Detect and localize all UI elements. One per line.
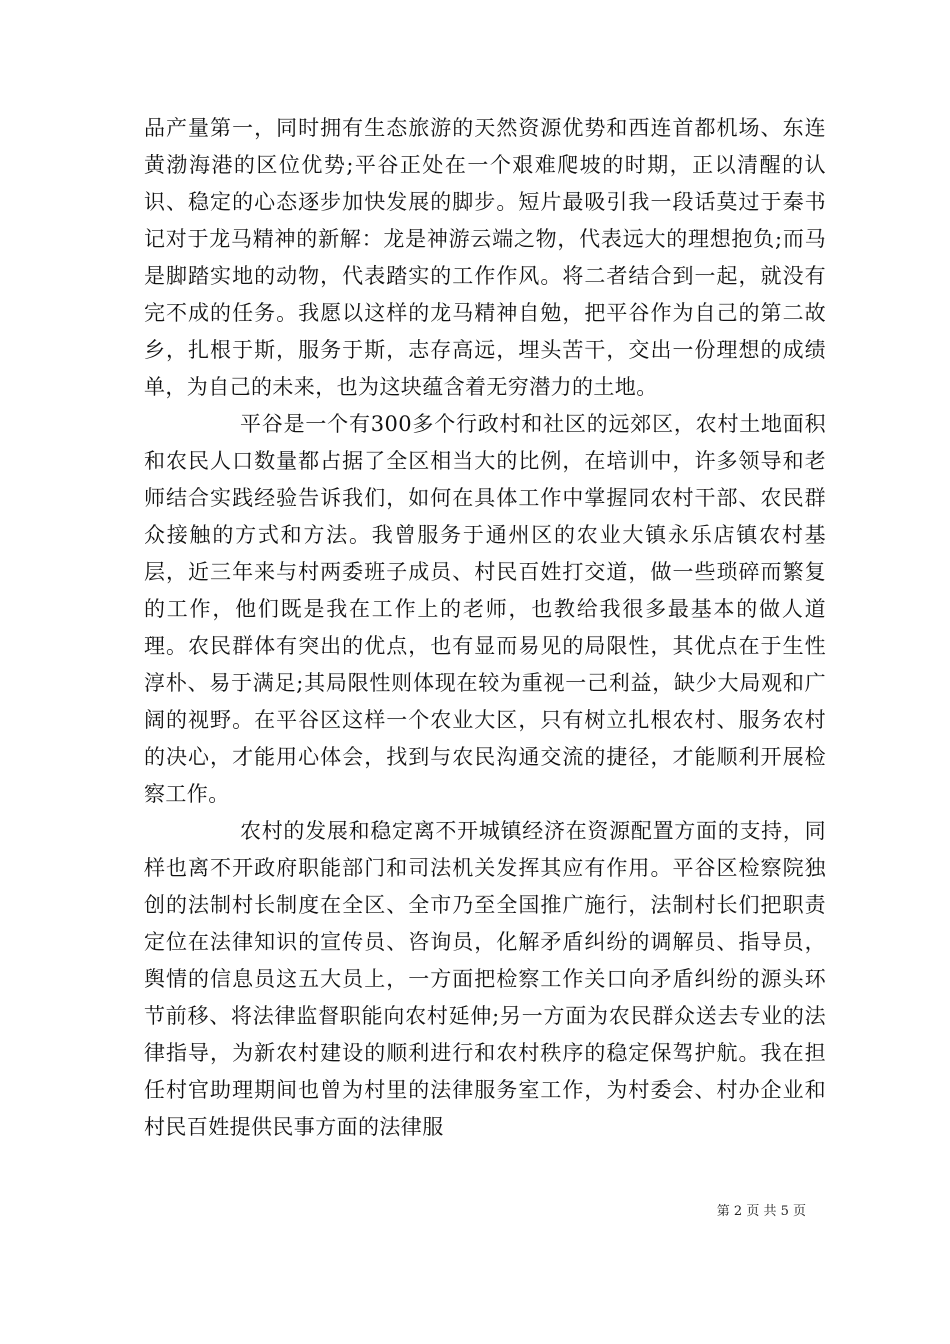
- paragraph-2: 平谷是一个有300多个行政村和社区的远郊区，农村土地面积和农民人口数量都占据了全区相当大的比例，在培训中，许多领导和老师结合实践经验告诉我们，如何在具体工作中掌握同农村干部、农民群众接触的方式和方法。我曾服务于通州区的农业大镇永乐店镇农村基层，近三年来与村两委班子成员、村民百姓打交道，做一些琐碎而繁复的工作，他们既是我在工作上的老师，也教给我很多最基本的做人道理。农民群体有突出的优点，也有显而易见的局限性，其优点在于生性淳朴、易于满足;其局限性则体现在较为重视一己利益，缺少大局观和广阔的视野。在平谷区这样一个农业大区，只有树立扎根农村、服务农村的决心，才能用心体会，找到与农民沟通交流的捷径，才能顺利开展检察工作。: [144, 412, 826, 806]
- paragraph-3: 农村的发展和稳定离不开城镇经济在资源配置方面的支持，同样也离不开政府职能部门和司法机关发挥其应有作用。平谷区检察院独创的法制村长制度在全区、全市乃至全国推广施行，法制村长们把职责定位在法律知识的宣传员、咨询员，化解矛盾纠纷的调解员、指导员，舆情的信息员这五大员上，一方面把检察工作关口向矛盾纠纷的源头环节前移、将法律监督职能向农村延伸;另一方面为农民群众送去专业的法律指导，为新农村建设的顺利进行和农村秩序的稳定保驾护航。我在担任村官助理期间也曾为村里的法律服务室工作，为村委会、村办企业和村民百姓提供民事方面的法律服: [144, 819, 826, 1139]
- paragraph-1: 品产量第一，同时拥有生态旅游的天然资源优势和西连首都机场、东连黄渤海港的区位优势;平谷正处在一个艰难爬坡的时期，正以清醒的认识、稳定的心态逐步加快发展的脚步。短片最吸引我一段话莫过于秦书记对于龙马精神的新解：龙是神游云端之物，代表远大的理想抱负;而马是脚踏实地的动物，代表踏实的工作作风。将二者结合到一起，就没有完不成的任务。我愿以这样的龙马精神自勉，把平谷作为自己的第二故乡，扎根于斯，服务于斯，志存高远，埋头苦干，交出一份理想的成绩单，为自己的未来，也为这块蕴含着无穷潜力的土地。: [144, 116, 826, 399]
- body-text: [144, 110, 826, 1146]
- page-number-footer: 第 2 页 共 5 页: [716, 1204, 806, 1219]
